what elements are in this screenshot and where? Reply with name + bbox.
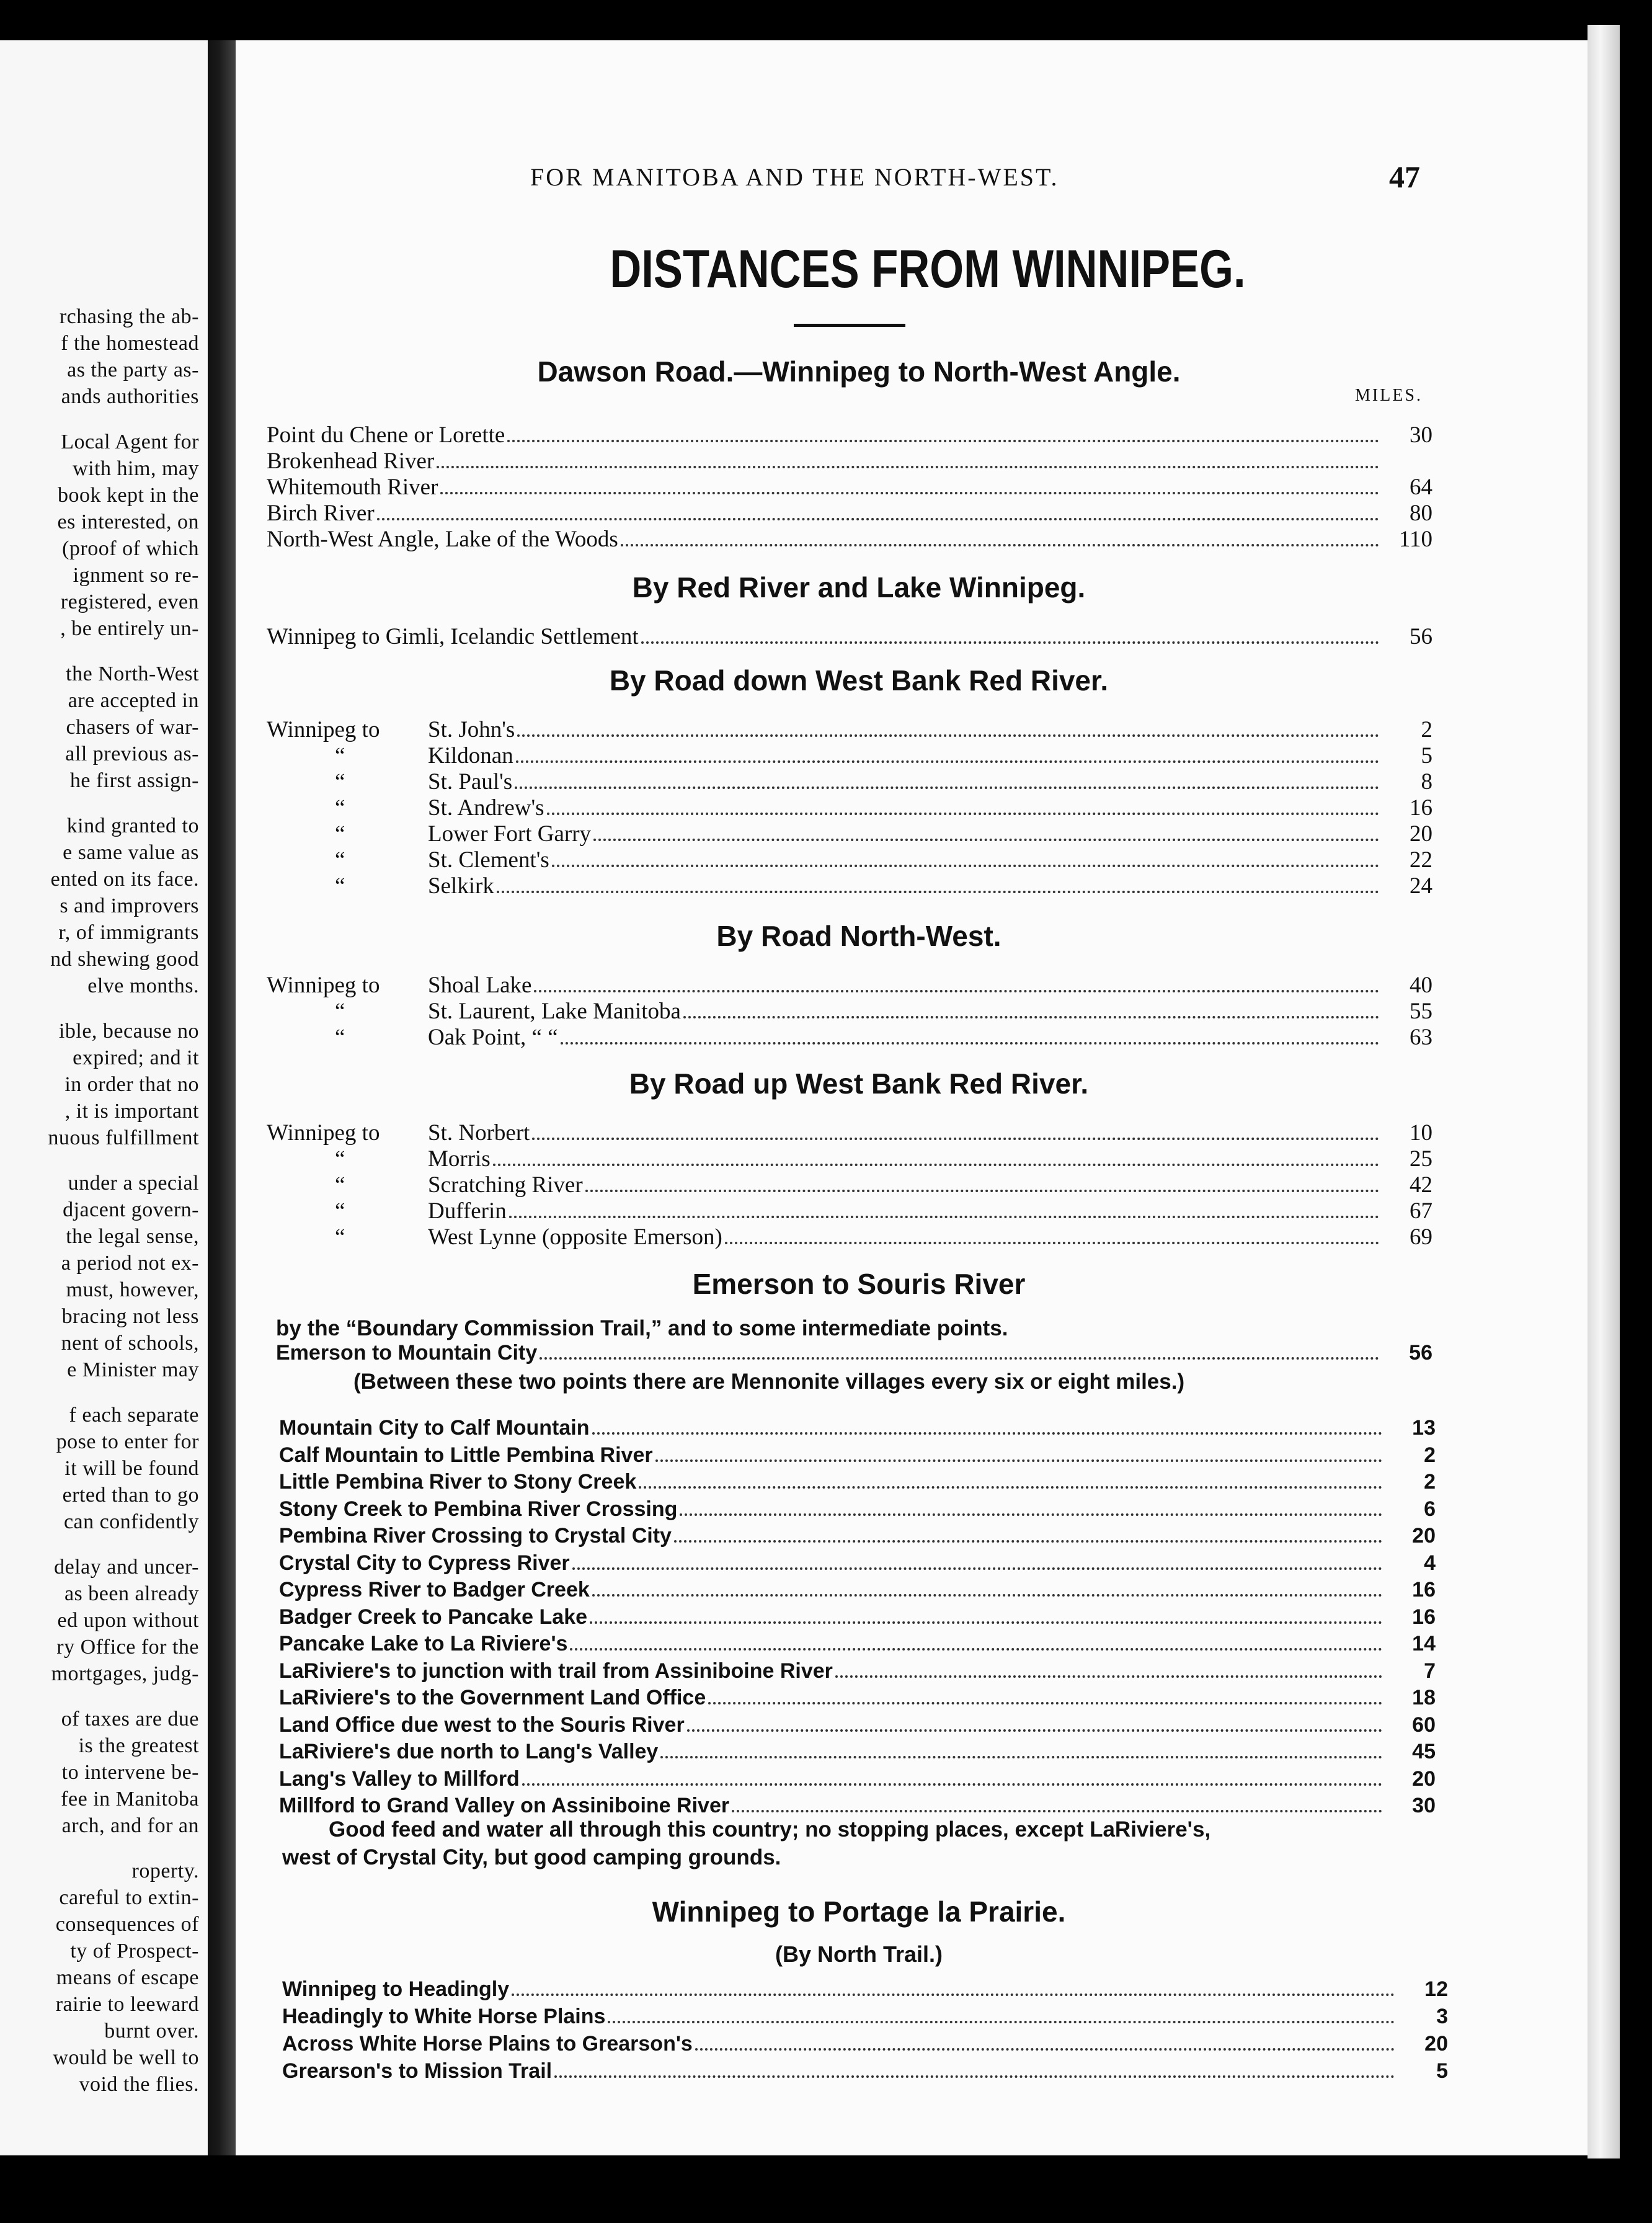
distance-row	[267, 821, 1432, 848]
place-name: Lang's Valley to Millford	[279, 1766, 520, 1791]
distance-row	[279, 1713, 1436, 1740]
dot-leader	[522, 1783, 1382, 1786]
book-gutter	[208, 40, 236, 2155]
dot-leader	[507, 440, 1379, 442]
miles-value: 5	[1421, 743, 1432, 768]
facing-page-line: fee in Manitoba	[61, 1788, 199, 1811]
facing-page-line: ignment so re-	[73, 564, 199, 587]
place-name: Little Pembina River to Stony Creek	[279, 1470, 637, 1494]
facing-page-line: rchasing the ab-	[59, 305, 199, 328]
running-header: FOR MANITOBA AND THE NORTH-WEST.	[530, 163, 1059, 191]
miles-value: 16	[1412, 1578, 1436, 1602]
place-name: Headingly to White Horse Plains	[282, 2005, 606, 2028]
place-name: Winnipeg to Gimli, Icelandic Settlement	[267, 624, 639, 649]
distance-row	[267, 1224, 1432, 1251]
facing-page-line: f each separate	[69, 1404, 199, 1427]
facing-page-line: delay and uncer-	[54, 1556, 199, 1579]
miles-value: 13	[1412, 1416, 1436, 1440]
miles-value: 16	[1412, 1605, 1436, 1629]
facing-page-line: to intervene be-	[61, 1761, 199, 1784]
facing-page-line: expired; and it	[73, 1046, 199, 1069]
place-name: Whitemouth River	[267, 474, 438, 500]
facing-page-line: elve months.	[87, 974, 199, 997]
facing-page-line: s and improvers	[60, 894, 199, 917]
facing-page-line: all previous as-	[65, 742, 199, 765]
miles-value: 20	[1410, 821, 1432, 847]
place-name: St. Paul's	[428, 769, 513, 795]
miles-value: 64	[1410, 474, 1432, 500]
dot-leader	[695, 2048, 1395, 2051]
dot-leader	[540, 1357, 1379, 1360]
distance-row	[282, 2059, 1448, 2087]
miles-value: 7	[1424, 1659, 1436, 1683]
distance-row	[279, 1686, 1436, 1713]
facing-page	[0, 40, 208, 2155]
place-name: Point du Chene or Lorette	[267, 422, 505, 448]
miles-value: 20	[1412, 1524, 1436, 1548]
facing-page-line: djacent govern-	[63, 1198, 199, 1221]
miles-value: 16	[1410, 795, 1432, 821]
miles-value: 22	[1410, 847, 1432, 873]
facing-page-line: erted than to go	[62, 1484, 199, 1507]
row-prefix: “	[335, 1025, 345, 1050]
dot-leader	[641, 641, 1379, 644]
distance-row	[267, 1172, 1432, 1199]
place-name: Pancake Lake to La Riviere's	[279, 1632, 568, 1655]
footer-note: west of Crystal City, but good camping grounds.	[282, 1845, 781, 1869]
dot-leader	[493, 1164, 1379, 1166]
place-name: St. Laurent, Lake Manitoba	[428, 999, 681, 1024]
place-name: Land Office due west to the Souris River	[279, 1713, 685, 1737]
miles-value: 5	[1436, 2059, 1448, 2083]
dot-leader	[377, 518, 1379, 520]
dot-leader	[572, 1567, 1382, 1570]
distance-row	[267, 422, 1432, 449]
miles-value: 10	[1410, 1120, 1432, 1146]
place-name: LaRiviere's to the Government Land Office	[279, 1686, 706, 1709]
section-heading: By Road down West Bank Red River.	[609, 664, 1109, 697]
dot-leader	[532, 1138, 1379, 1140]
distance-row	[267, 742, 1432, 770]
miles-value: 60	[1412, 1713, 1436, 1737]
row-prefix: “	[335, 999, 345, 1024]
facing-page-line: ry Office for the	[56, 1636, 199, 1659]
facing-page-line: e Minister may	[67, 1358, 199, 1381]
facing-page-line: , be entirely un-	[60, 617, 199, 640]
facing-page-line: consequences of	[55, 1913, 199, 1936]
dot-leader	[674, 1540, 1382, 1543]
row-prefix: “	[335, 1172, 345, 1198]
distance-row	[279, 1470, 1436, 1497]
facing-page-line: the North-West	[66, 662, 199, 685]
row-prefix: “	[335, 743, 345, 768]
place-name: North-West Angle, Lake of the Woods	[267, 527, 618, 552]
place-name: LaRiviere's due north to Lang's Valley	[279, 1740, 659, 1763]
row-prefix: “	[335, 1224, 345, 1250]
miles-value: 8	[1421, 769, 1432, 795]
section-heading: Winnipeg to Portage la Prairie.	[652, 1896, 1066, 1928]
facing-page-line: mortgages, judg-	[51, 1662, 199, 1685]
facing-page-line: ible, because no	[58, 1020, 199, 1043]
row-prefix: Winnipeg to	[267, 1120, 380, 1146]
section-heading: Emerson to Souris River	[692, 1268, 1026, 1300]
miles-value: 14	[1412, 1632, 1436, 1655]
facing-page-line: ty of Prospect-	[70, 1940, 199, 1962]
distance-row	[267, 1120, 1432, 1147]
distance-row	[282, 1977, 1448, 2005]
facing-page-line: as the party as-	[67, 359, 199, 381]
facing-page-line: can confidently	[63, 1510, 199, 1533]
place-name: St. Andrew's	[428, 795, 544, 821]
place-name: Morris	[428, 1146, 491, 1172]
dot-leader	[621, 544, 1379, 546]
dot-leader	[440, 492, 1379, 494]
miles-value: 80	[1410, 501, 1432, 526]
facing-page-line: with him, may	[73, 457, 199, 480]
place-name: Stony Creek to Pembina River Crossing	[279, 1497, 678, 1521]
place-name: St. Norbert	[428, 1120, 530, 1146]
facing-page-line: kind granted to	[66, 814, 199, 837]
place-name: Crystal City to Cypress River	[279, 1551, 570, 1575]
miles-value: 20	[1412, 1766, 1436, 1791]
distance-row	[267, 623, 1432, 651]
miles-value: 67	[1410, 1198, 1432, 1224]
dot-leader	[590, 1621, 1382, 1624]
facing-page-line: void the flies.	[79, 2073, 199, 2096]
section-intro: by the “Boundary Commission Trail,” and to some intermediate points.	[276, 1316, 1008, 1340]
place-name: St. Clement's	[428, 847, 549, 873]
section-heading: By Road up West Bank Red River.	[629, 1067, 1089, 1100]
row-prefix: “	[335, 873, 345, 899]
place-name: Oak Point, “ “	[428, 1025, 558, 1050]
miles-value: 3	[1436, 2005, 1448, 2028]
dot-leader	[660, 1756, 1382, 1758]
distance-row	[267, 1146, 1432, 1173]
dot-leader	[554, 2075, 1395, 2078]
dot-leader	[497, 891, 1379, 893]
dot-leader	[592, 1594, 1382, 1597]
place-name: Scratching River	[428, 1172, 583, 1198]
facing-page-line: f the homestead	[61, 332, 199, 355]
page-title: DISTANCES FROM WINNIPEG.	[610, 239, 1246, 299]
section-heading: By Road North-West.	[716, 920, 1001, 952]
facing-page-line: nuous fulfillment	[48, 1126, 199, 1149]
dot-leader	[683, 1016, 1379, 1018]
place-name: Birch River	[267, 501, 375, 526]
miles-value: 55	[1410, 999, 1432, 1024]
place-name: St. John's	[428, 717, 515, 742]
distance-row	[267, 1024, 1432, 1051]
section-heading: By Red River and Lake Winnipeg.	[632, 571, 1086, 604]
distance-row	[279, 1740, 1436, 1767]
row-prefix: “	[335, 821, 345, 847]
distance-row	[267, 474, 1432, 501]
facing-page-line: is the greatest	[78, 1734, 199, 1757]
facing-page-line: arch, and for an	[61, 1814, 199, 1837]
miles-value: 4	[1424, 1551, 1436, 1575]
miles-value: 25	[1410, 1146, 1432, 1172]
dot-leader	[570, 1648, 1382, 1651]
place-name: Shoal Lake	[428, 973, 532, 998]
dot-leader	[534, 990, 1379, 992]
distance-row	[267, 847, 1432, 874]
dot-leader	[725, 1242, 1379, 1244]
distance-row	[267, 448, 1432, 475]
row-prefix: Winnipeg to	[267, 973, 380, 998]
dot-leader	[608, 2021, 1395, 2023]
place-name: LaRiviere's to junction with trail from Assiniboine River	[279, 1659, 833, 1683]
dot-leader	[708, 1702, 1382, 1704]
distance-row	[267, 716, 1432, 744]
section-heading: Dawson Road.—Winnipeg to North-West Angle.	[537, 355, 1181, 388]
facing-page-line: means of escape	[56, 1966, 199, 1989]
place-name: Pembina River Crossing to Crystal City	[279, 1524, 672, 1548]
facing-page-line: must, however,	[66, 1278, 199, 1301]
distance-row	[279, 1524, 1436, 1551]
facing-page-line: , it is important	[64, 1100, 199, 1123]
miles-value: 18	[1412, 1686, 1436, 1709]
facing-page-line: a period not ex-	[61, 1252, 199, 1275]
title-rule	[794, 324, 905, 327]
miles-value: 30	[1412, 1794, 1436, 1817]
distance-row	[267, 795, 1432, 822]
facing-page-line: it will be found	[64, 1457, 199, 1480]
distance-row	[282, 2032, 1448, 2059]
miles-value: 56	[1410, 624, 1432, 649]
place-name: Winnipeg to Headingly	[282, 1977, 510, 2001]
facing-page-line: ed upon without	[57, 1609, 199, 1632]
distance-row	[279, 1578, 1436, 1605]
dot-leader	[835, 1675, 1382, 1678]
facing-page-line: r, of immigrants	[58, 921, 199, 944]
section-subheading: (By North Trail.)	[775, 1941, 943, 1967]
facing-page-line: es interested, on	[57, 510, 199, 533]
distance-row	[267, 500, 1432, 527]
distance-row	[279, 1416, 1436, 1443]
place-name: Kildonan	[428, 743, 513, 768]
facing-page-line: nent of schools,	[61, 1332, 199, 1355]
row-prefix: “	[335, 795, 345, 821]
miles-value: 63	[1410, 1025, 1432, 1050]
facing-page-line: registered, even	[60, 590, 199, 613]
dot-leader	[732, 1810, 1382, 1812]
facing-page-line: would be well to	[53, 2046, 199, 2069]
distance-row	[267, 972, 1432, 999]
place-name: Lower Fort Garry	[428, 821, 592, 847]
footer-note: Good feed and water all through this country; no stopping places, except LaRiviere's,	[329, 1817, 1211, 1842]
facing-page-line: bracing not less	[61, 1305, 199, 1328]
dot-leader	[437, 466, 1379, 468]
place-name: Badger Creek to Pancake Lake	[279, 1605, 588, 1629]
distance-row	[279, 1659, 1436, 1686]
facing-page-line: book kept in the	[57, 484, 199, 507]
miles-value: 2	[1424, 1443, 1436, 1467]
facing-page-line: under a special	[68, 1172, 199, 1195]
distance-row	[267, 998, 1432, 1025]
miles-value: 24	[1410, 873, 1432, 899]
dot-leader	[516, 760, 1379, 763]
facing-page-line: e same value as	[63, 841, 199, 864]
miles-value: 30	[1410, 422, 1432, 448]
distance-row	[267, 768, 1432, 796]
miles-value: 12	[1424, 1977, 1448, 2001]
place-name: Across White Horse Plains to Grearson's	[282, 2032, 693, 2056]
miles-value: 2	[1421, 717, 1432, 742]
miles-value: 45	[1412, 1740, 1436, 1763]
facing-page-line: burnt over.	[104, 2020, 199, 2043]
dot-leader	[687, 1729, 1382, 1732]
miles-value: 20	[1424, 2032, 1448, 2056]
distance-row	[279, 1767, 1436, 1794]
dot-leader	[517, 734, 1379, 737]
facing-page-line: roperty.	[131, 1860, 199, 1882]
dot-leader	[547, 813, 1379, 815]
facing-page-line: of taxes are due	[61, 1708, 199, 1731]
row-prefix: “	[335, 1146, 345, 1172]
miles-value: 42	[1410, 1172, 1432, 1198]
row-prefix: Winnipeg to	[267, 717, 380, 742]
distance-row	[267, 1198, 1432, 1225]
place-name: Dufferin	[428, 1198, 507, 1224]
dot-leader	[680, 1513, 1382, 1516]
place-name: Brokenhead River	[267, 448, 435, 474]
dot-leader	[593, 839, 1379, 841]
facing-page-line: ented on its face.	[50, 868, 199, 891]
miles-value: 110	[1398, 527, 1432, 552]
distance-row	[279, 1605, 1436, 1633]
facing-page-line: as been already	[64, 1582, 199, 1605]
dot-leader	[515, 786, 1379, 789]
miles-column-label: MILES.	[1355, 386, 1423, 405]
miles-value: 40	[1410, 973, 1432, 998]
distance-row	[267, 526, 1432, 553]
row-prefix: “	[335, 769, 345, 795]
dot-leader	[552, 865, 1379, 867]
place-name: Mountain City to Calf Mountain	[279, 1416, 590, 1440]
dot-leader	[639, 1486, 1382, 1489]
dot-leader	[655, 1459, 1382, 1462]
facing-page-line: pose to enter for	[56, 1430, 199, 1453]
distance-row	[279, 1632, 1436, 1659]
miles-value: 69	[1410, 1224, 1432, 1250]
distance-row	[279, 1497, 1436, 1525]
distance-row	[279, 1443, 1436, 1471]
row-prefix: “	[335, 1198, 345, 1224]
place-name: West Lynne (opposite Emerson)	[428, 1224, 722, 1250]
facing-page-line: he first assign-	[69, 769, 199, 792]
place-name: Calf Mountain to Little Pembina River	[279, 1443, 653, 1467]
miles-value: 6	[1424, 1497, 1436, 1521]
place-name: Selkirk	[428, 873, 494, 899]
row-prefix: “	[335, 847, 345, 873]
miles-value: 56	[1409, 1341, 1432, 1365]
place-name: Grearson's to Mission Trail	[282, 2059, 553, 2083]
facing-page-line: nd shewing good	[50, 948, 199, 971]
dot-leader	[561, 1042, 1379, 1045]
facing-page-line: are accepted in	[68, 689, 199, 712]
facing-page-line: (proof of which	[62, 537, 199, 560]
place-name: Emerson to Mountain City	[276, 1341, 538, 1365]
facing-page-line: careful to extin-	[59, 1886, 199, 1909]
facing-page-line: chasers of war-	[66, 716, 199, 739]
place-name: Millford to Grand Valley on Assiniboine River	[279, 1794, 730, 1817]
place-name: Cypress River to Badger Creek	[279, 1578, 590, 1602]
dot-leader	[512, 1994, 1395, 1996]
dot-leader	[585, 1190, 1379, 1192]
distance-row	[276, 1341, 1432, 1368]
miles-value: 2	[1424, 1470, 1436, 1494]
section-note: (Between these two points there are Mennonite villages every six or eight miles.)	[353, 1370, 1185, 1394]
distance-row	[279, 1551, 1436, 1579]
page-number: 47	[1389, 159, 1420, 194]
distance-row	[282, 2005, 1448, 2032]
page-edge	[1588, 25, 1620, 2158]
facing-page-line: Local Agent for	[61, 430, 199, 453]
distance-row	[267, 873, 1432, 900]
dot-leader	[592, 1432, 1383, 1435]
facing-page-line: the legal sense,	[66, 1225, 199, 1248]
facing-page-line: rairie to leeward	[55, 1993, 199, 2016]
facing-page-line: in order that no	[64, 1073, 199, 1096]
dot-leader	[509, 1216, 1379, 1218]
facing-page-line: ands authorities	[61, 385, 199, 408]
